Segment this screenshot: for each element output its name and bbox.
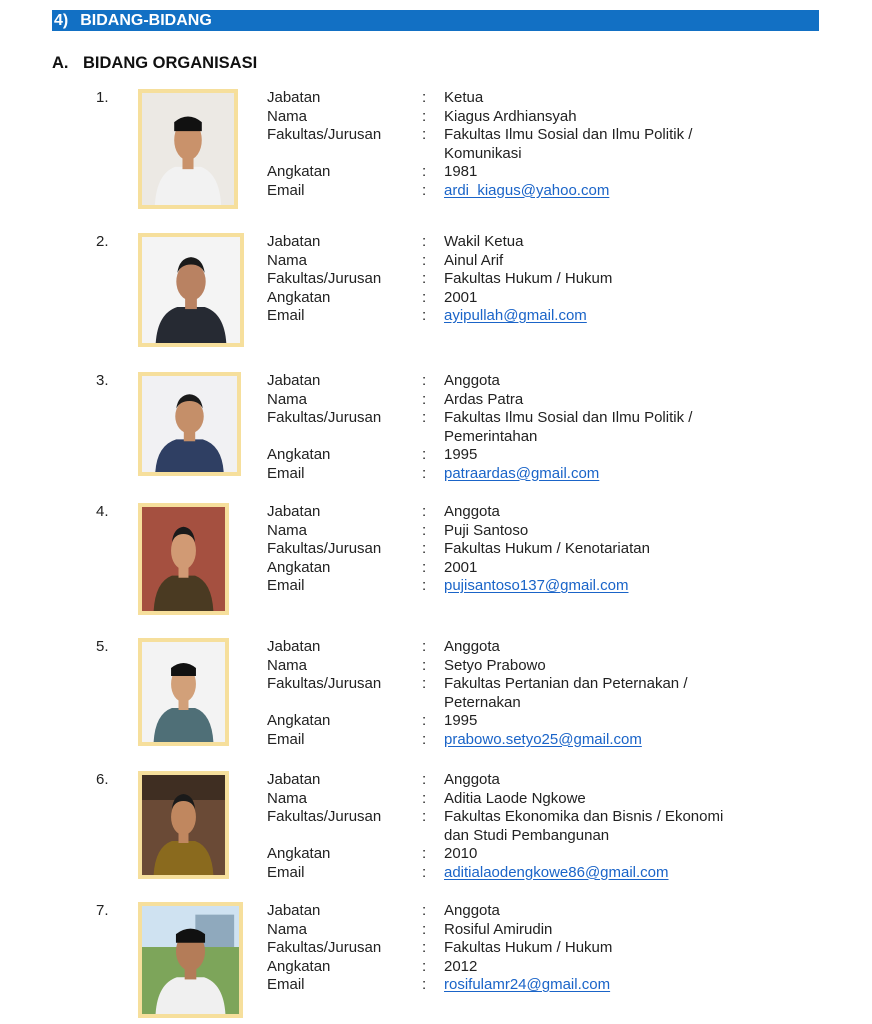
jabatan-value: Ketua [444, 89, 484, 106]
fakultas-line-1: Fakultas Ilmu Sosial dan Ilmu Politik / [444, 409, 693, 426]
colon-separator: : [422, 920, 427, 938]
nama-value: Rosiful Amirudin [444, 920, 553, 938]
nama-label: Nama [267, 656, 308, 674]
fakultas-line-1: Fakultas Pertanian dan Peternakan / [444, 675, 688, 692]
colon-separator: : [422, 464, 427, 482]
colon-separator: : [422, 409, 427, 426]
section-number: 4) [54, 12, 69, 29]
nama-value: Puji Santoso [444, 521, 529, 539]
jabatan-label: Jabatan [267, 233, 321, 250]
email-label: Email [267, 464, 305, 482]
colon-separator: : [422, 288, 427, 306]
jabatan-label: Jabatan [267, 638, 321, 655]
angkatan-label: Angkatan [267, 558, 331, 576]
fakultas-label: Fakultas/Jurusan [267, 126, 382, 143]
email-link[interactable]: pujisantoso137@gmail.com [444, 577, 629, 594]
colon-separator: : [422, 503, 427, 520]
fakultas-value [444, 126, 754, 163]
fakultas-line-1: Fakultas Ilmu Sosial dan Ilmu Politik / [444, 126, 693, 143]
portrait-photo [138, 89, 238, 209]
jabatan-value: Anggota [444, 372, 500, 389]
nama-label: Nama [267, 920, 308, 938]
colon-separator: : [422, 126, 427, 143]
fakultas-label: Fakultas/Jurusan [267, 270, 382, 287]
jabatan-label: Jabatan [267, 372, 321, 389]
nama-value: Ainul Arif [444, 251, 504, 269]
nama-label: Nama [267, 521, 308, 539]
fakultas-line-1: Fakultas Ekonomika dan Bisnis / Ekonomi [444, 808, 724, 825]
fakultas-line-2: Pemerintahan [444, 427, 538, 445]
subsection-letter: A. [52, 54, 69, 72]
colon-separator: : [422, 233, 427, 250]
jabatan-value: Anggota [444, 771, 500, 788]
jabatan-value: Wakil Ketua [444, 233, 524, 250]
angkatan-value: 1995 [444, 712, 478, 729]
fakultas-line-1: Fakultas Hukum / Kenotariatan [444, 540, 650, 557]
colon-separator: : [422, 307, 427, 324]
nama-value: Setyo Prabowo [444, 656, 546, 674]
colon-separator: : [422, 976, 427, 993]
fakultas-line-2: dan Studi Pembangunan [444, 826, 610, 844]
colon-separator: : [422, 181, 427, 199]
jabatan-value: Anggota [444, 902, 500, 919]
member-number: 1. [96, 89, 109, 106]
colon-separator: : [422, 845, 427, 862]
fakultas-label: Fakultas/Jurusan [267, 675, 382, 692]
email-link[interactable]: rosifulamr24@gmail.com [444, 976, 611, 993]
fakultas-value [444, 540, 754, 559]
angkatan-value: 2012 [444, 957, 478, 975]
member-number: 7. [96, 902, 109, 919]
portrait-photo [138, 638, 229, 746]
portrait-photo [138, 902, 243, 1018]
portrait-photo [138, 233, 244, 347]
jabatan-label: Jabatan [267, 771, 321, 788]
section-title: BIDANG-BIDANG [80, 12, 212, 29]
email-link[interactable]: patraardas@gmail.com [444, 464, 600, 482]
email-label: Email [267, 307, 305, 324]
email-link[interactable]: ardi_kiagus@yahoo.com [444, 181, 610, 199]
portrait-photo [138, 503, 229, 615]
colon-separator: : [422, 372, 427, 389]
fakultas-value [444, 808, 754, 845]
angkatan-label: Angkatan [267, 957, 331, 975]
angkatan-label: Angkatan [267, 845, 331, 862]
colon-separator: : [422, 712, 427, 729]
email-label: Email [267, 181, 305, 199]
angkatan-label: Angkatan [267, 163, 331, 180]
jabatan-label: Jabatan [267, 89, 321, 106]
section-heading [52, 10, 819, 31]
colon-separator: : [422, 771, 427, 788]
angkatan-value: 2001 [444, 288, 478, 306]
angkatan-label: Angkatan [267, 446, 331, 463]
colon-separator: : [422, 107, 427, 125]
fakultas-label: Fakultas/Jurusan [267, 808, 382, 825]
member-number: 3. [96, 372, 109, 389]
colon-separator: : [422, 251, 427, 269]
colon-separator: : [422, 521, 427, 539]
colon-separator: : [422, 789, 427, 807]
colon-separator: : [422, 656, 427, 674]
fakultas-line-1: Fakultas Hukum / Hukum [444, 270, 613, 287]
fakultas-value [444, 270, 754, 289]
angkatan-value: 1981 [444, 163, 478, 180]
angkatan-label: Angkatan [267, 288, 331, 306]
portrait-photo [138, 372, 241, 476]
colon-separator: : [422, 89, 427, 106]
member-number: 5. [96, 638, 109, 655]
email-label: Email [267, 577, 305, 594]
colon-separator: : [422, 638, 427, 655]
colon-separator: : [422, 446, 427, 463]
colon-separator: : [422, 163, 427, 180]
jabatan-label: Jabatan [267, 902, 321, 919]
angkatan-label: Angkatan [267, 712, 331, 729]
fakultas-line-1: Fakultas Hukum / Hukum [444, 939, 613, 956]
nama-value: Ardas Patra [444, 390, 524, 408]
fakultas-line-2: Peternakan [444, 693, 521, 711]
angkatan-value: 2001 [444, 558, 478, 576]
subsection-heading [52, 54, 257, 73]
colon-separator: : [422, 957, 427, 975]
colon-separator: : [422, 939, 427, 956]
colon-separator: : [422, 730, 427, 748]
angkatan-value: 2010 [444, 845, 478, 862]
colon-separator: : [422, 675, 427, 692]
email-link[interactable]: prabowo.setyo25@gmail.com [444, 730, 642, 748]
jabatan-label: Jabatan [267, 503, 321, 520]
fakultas-label: Fakultas/Jurusan [267, 939, 382, 956]
email-label: Email [267, 730, 305, 748]
email-link[interactable]: aditialaodengkowe86@gmail.com [444, 863, 669, 881]
member-number: 4. [96, 503, 109, 520]
jabatan-value: Anggota [444, 503, 500, 520]
colon-separator: : [422, 577, 427, 594]
colon-separator: : [422, 270, 427, 287]
angkatan-value: 1995 [444, 446, 478, 463]
portrait-photo [138, 771, 229, 879]
nama-label: Nama [267, 107, 308, 125]
colon-separator: : [422, 390, 427, 408]
colon-separator: : [422, 558, 427, 576]
subsection-title: BIDANG ORGANISASI [83, 54, 258, 72]
nama-value: Kiagus Ardhiansyah [444, 107, 577, 125]
nama-label: Nama [267, 390, 308, 408]
jabatan-value: Anggota [444, 638, 500, 655]
fakultas-value [444, 409, 754, 446]
nama-label: Nama [267, 789, 308, 807]
email-link[interactable]: ayipullah@gmail.com [444, 307, 587, 324]
nama-label: Nama [267, 251, 308, 269]
colon-separator: : [422, 540, 427, 557]
member-number: 2. [96, 233, 109, 250]
fakultas-value [444, 675, 754, 712]
member-number: 6. [96, 771, 109, 788]
nama-value: Aditia Laode Ngkowe [444, 789, 586, 807]
fakultas-value [444, 939, 754, 958]
email-label: Email [267, 976, 305, 993]
fakultas-label: Fakultas/Jurusan [267, 409, 382, 426]
colon-separator: : [422, 863, 427, 881]
fakultas-line-2: Komunikasi [444, 144, 522, 162]
fakultas-label: Fakultas/Jurusan [267, 540, 382, 557]
colon-separator: : [422, 902, 427, 919]
email-label: Email [267, 863, 305, 881]
colon-separator: : [422, 808, 427, 825]
